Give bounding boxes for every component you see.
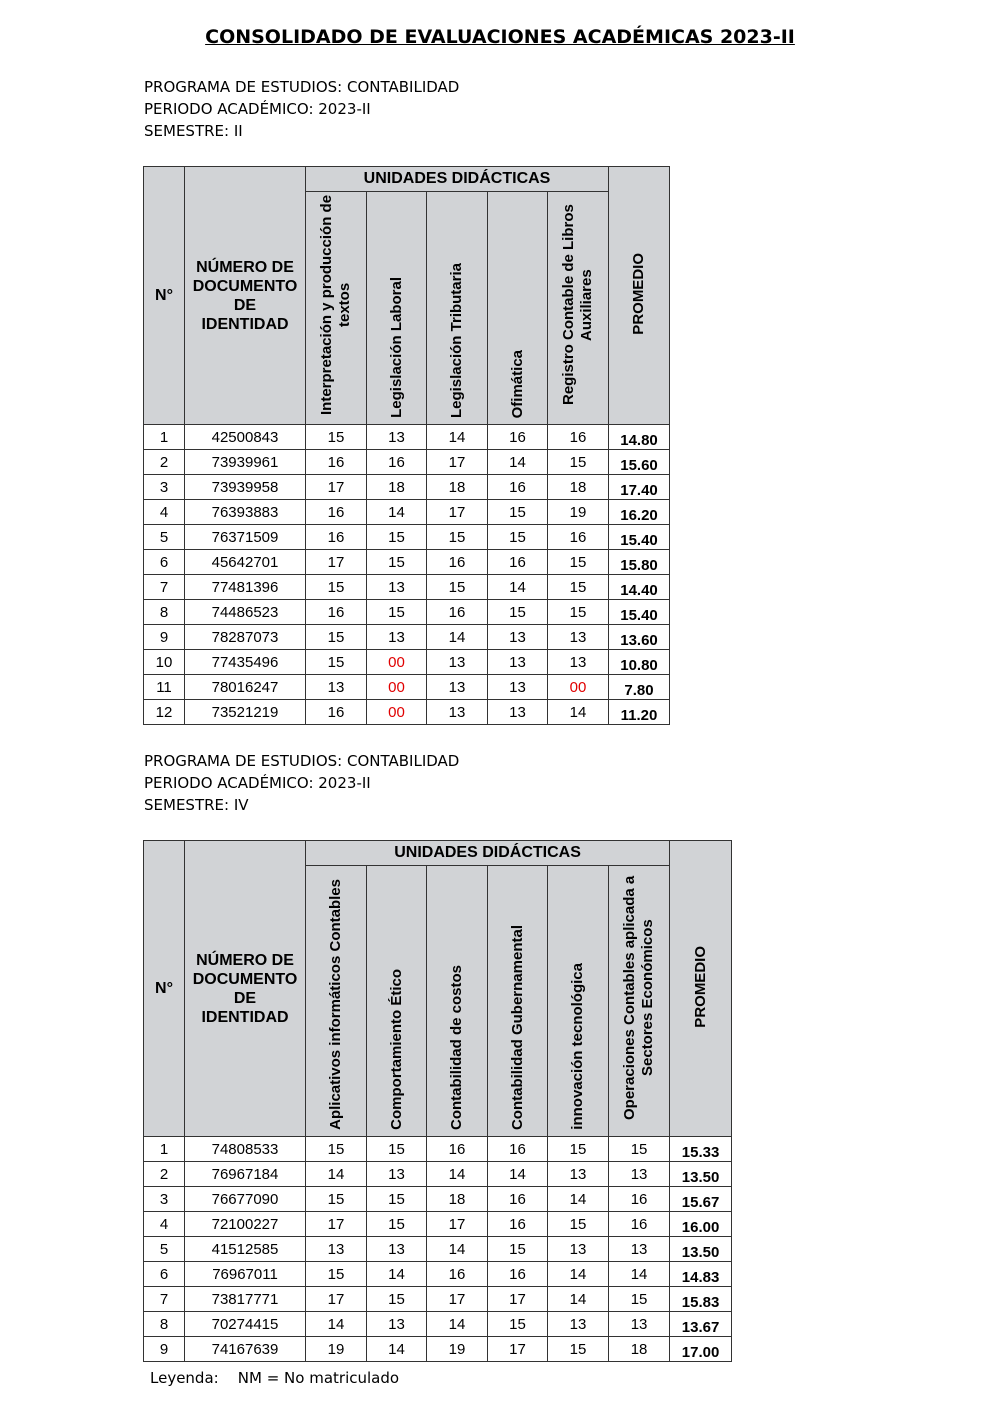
table-row [144, 525, 670, 550]
grade-cell: 18 [427, 475, 488, 500]
grade-cell: 19 [306, 1337, 367, 1362]
grade-cell: 14 [488, 575, 548, 600]
grade-cell: 14 [367, 1262, 427, 1287]
average-cell: 15.40 [609, 600, 670, 625]
document-number: 76393883 [185, 500, 306, 525]
course-header [306, 192, 367, 425]
grade-cell: 15 [306, 650, 367, 675]
grade-cell: 19 [548, 500, 609, 525]
document-number: 72100227 [185, 1212, 306, 1237]
header-average [670, 841, 732, 1137]
grade-cell: 14 [367, 1337, 427, 1362]
grade-cell: 13 [367, 575, 427, 600]
grade-cell: 13 [367, 625, 427, 650]
grade-cell: 13 [548, 1162, 609, 1187]
document-number: 73817771 [185, 1287, 306, 1312]
row-number: 4 [144, 500, 185, 525]
course-name: Contabilidad de costos [448, 964, 465, 1130]
document-number: 74167639 [185, 1337, 306, 1362]
legend [150, 1369, 399, 1387]
grade-cell: 17 [427, 1287, 488, 1312]
average-cell: 14.83 [670, 1262, 732, 1287]
grade-cell: 14 [306, 1162, 367, 1187]
grade-cell: 15 [427, 525, 488, 550]
period-label: PERIODO ACADÉMICO: 2023-II [144, 774, 371, 792]
grade-cell: 15 [548, 600, 609, 625]
document-number: 70274415 [185, 1312, 306, 1337]
document-number: 73939961 [185, 450, 306, 475]
header-units: UNIDADES DIDÁCTICAS [306, 841, 670, 866]
course-name: Aplicativos informáticos Contables [327, 879, 344, 1130]
grade-cell: 16 [306, 525, 367, 550]
table-row [144, 1137, 732, 1162]
grade-cell: 15 [367, 600, 427, 625]
grades-table-semester-iv [143, 840, 732, 1362]
table-row [144, 600, 670, 625]
course-name: Operaciones Contables aplicada a Sectores Económicos [621, 875, 657, 1121]
average-cell: 15.33 [670, 1137, 732, 1162]
course-header [306, 866, 367, 1137]
average-cell: 14.40 [609, 575, 670, 600]
grade-cell: 15 [306, 575, 367, 600]
grade-cell: 14 [427, 1312, 488, 1337]
grade-cell: 14 [548, 1187, 609, 1212]
table-row [144, 1287, 732, 1312]
grade-cell: 16 [488, 1212, 548, 1237]
table-row [144, 1262, 732, 1287]
course-name: Registro Contable de Libros Auxiliares [560, 204, 595, 406]
header-row [144, 167, 670, 192]
grade-cell: 00 [367, 675, 427, 700]
grade-cell: 13 [609, 1237, 670, 1262]
course-name: Interpretación y producción de textos [318, 194, 353, 416]
grade-cell: 15 [488, 600, 548, 625]
course-name: Ofimática [508, 349, 526, 418]
row-number: 3 [144, 1187, 185, 1212]
grade-cell: 17 [488, 1337, 548, 1362]
document-number: 77481396 [185, 575, 306, 600]
document-number: 42500843 [185, 425, 306, 450]
header-document [185, 167, 306, 425]
grade-cell: 16 [609, 1187, 670, 1212]
grade-cell: 13 [306, 675, 367, 700]
course-name: Legislación Laboral [387, 277, 405, 418]
header-average-label: PROMEDIO [630, 252, 648, 335]
table-row [144, 425, 670, 450]
row-number: 12 [144, 700, 185, 725]
document-number: 73521219 [185, 700, 306, 725]
grade-cell: 17 [306, 475, 367, 500]
grade-cell: 15 [367, 525, 427, 550]
grade-cell: 13 [609, 1312, 670, 1337]
table-row [144, 1212, 732, 1237]
grade-cell: 00 [548, 675, 609, 700]
header-number: N° [144, 841, 185, 1137]
average-cell: 13.50 [670, 1162, 732, 1187]
grade-cell: 13 [427, 650, 488, 675]
grade-cell: 14 [548, 1262, 609, 1287]
header-units: UNIDADES DIDÁCTICAS [306, 167, 609, 192]
average-cell: 15.60 [609, 450, 670, 475]
grade-cell: 16 [427, 550, 488, 575]
course-name: Comportamiento Ético [387, 969, 405, 1130]
document-number: 41512585 [185, 1237, 306, 1262]
grade-cell: 14 [367, 500, 427, 525]
semester-label: SEMESTRE: IV [144, 796, 249, 814]
average-cell: 17.40 [609, 475, 670, 500]
grade-cell: 15 [488, 1237, 548, 1262]
grade-cell: 13 [306, 1237, 367, 1262]
grade-cell: 18 [609, 1337, 670, 1362]
document-number: 76677090 [185, 1187, 306, 1212]
document-number: 74486523 [185, 600, 306, 625]
table-row [144, 1312, 732, 1337]
course-name: innovación tecnológica [569, 963, 586, 1130]
program-label: PROGRAMA DE ESTUDIOS: CONTABILIDAD [144, 752, 460, 770]
grade-cell: 13 [488, 700, 548, 725]
grade-cell: 18 [367, 475, 427, 500]
grade-cell: 16 [488, 475, 548, 500]
grade-cell: 16 [427, 600, 488, 625]
course-header [488, 866, 548, 1137]
document-title: CONSOLIDADO DE EVALUACIONES ACADÉMICAS 2023-II [205, 26, 795, 48]
header-average [609, 167, 670, 425]
grade-cell: 17 [306, 1287, 367, 1312]
table-row [144, 475, 670, 500]
grade-cell: 13 [548, 1312, 609, 1337]
grade-cell: 15 [488, 525, 548, 550]
grade-cell: 16 [306, 500, 367, 525]
grade-cell: 14 [488, 1162, 548, 1187]
grade-cell: 14 [427, 625, 488, 650]
row-number: 8 [144, 600, 185, 625]
grade-cell: 15 [367, 1187, 427, 1212]
grade-cell: 14 [427, 425, 488, 450]
table-row [144, 700, 670, 725]
grade-cell: 16 [488, 550, 548, 575]
grade-cell: 13 [427, 700, 488, 725]
grade-cell: 16 [306, 600, 367, 625]
course-header [367, 866, 427, 1137]
grade-cell: 13 [548, 1237, 609, 1262]
grade-cell: 15 [367, 550, 427, 575]
average-cell: 13.60 [609, 625, 670, 650]
grade-cell: 16 [306, 450, 367, 475]
grade-cell: 15 [548, 1337, 609, 1362]
grade-cell: 16 [488, 1187, 548, 1212]
grades-table-semester-ii [143, 166, 670, 725]
legend-label: Leyenda: [150, 1369, 219, 1387]
row-number: 1 [144, 1137, 185, 1162]
course-header [427, 192, 488, 425]
average-cell: 15.83 [670, 1287, 732, 1312]
grade-cell: 14 [548, 1287, 609, 1312]
grade-cell: 18 [427, 1187, 488, 1212]
grade-cell: 15 [488, 1312, 548, 1337]
grade-cell: 13 [548, 625, 609, 650]
table-row [144, 450, 670, 475]
grade-cell: 13 [548, 650, 609, 675]
grade-cell: 16 [609, 1212, 670, 1237]
row-number: 6 [144, 1262, 185, 1287]
table-row [144, 650, 670, 675]
row-number: 2 [144, 1162, 185, 1187]
grade-cell: 16 [488, 1137, 548, 1162]
average-cell: 15.67 [670, 1187, 732, 1212]
header-document-label: NÚMERO DE DOCUMENTO DE IDENTIDAD [192, 258, 298, 333]
grade-cell: 17 [427, 1212, 488, 1237]
row-number: 9 [144, 625, 185, 650]
row-number: 6 [144, 550, 185, 575]
average-cell: 17.00 [670, 1337, 732, 1362]
program-label: PROGRAMA DE ESTUDIOS: CONTABILIDAD [144, 78, 460, 96]
grade-cell: 13 [367, 425, 427, 450]
grade-cell: 17 [427, 450, 488, 475]
row-number: 5 [144, 1237, 185, 1262]
grade-cell: 13 [488, 675, 548, 700]
grade-cell: 13 [488, 650, 548, 675]
grade-cell: 14 [488, 450, 548, 475]
grade-cell: 15 [427, 575, 488, 600]
row-number: 10 [144, 650, 185, 675]
average-cell: 15.80 [609, 550, 670, 575]
grade-cell: 16 [548, 425, 609, 450]
course-header [609, 866, 670, 1137]
row-number: 11 [144, 675, 185, 700]
average-cell: 13.67 [670, 1312, 732, 1337]
grade-cell: 14 [609, 1262, 670, 1287]
grade-cell: 17 [306, 1212, 367, 1237]
header-average-label: PROMEDIO [691, 945, 709, 1028]
grade-cell: 15 [548, 1212, 609, 1237]
header-document [185, 841, 306, 1137]
section1-info [144, 76, 459, 142]
course-header [488, 192, 548, 425]
row-number: 7 [144, 575, 185, 600]
grade-cell: 15 [367, 1212, 427, 1237]
grade-cell: 16 [427, 1137, 488, 1162]
grade-cell: 17 [488, 1287, 548, 1312]
table-row [144, 1237, 732, 1262]
row-number: 1 [144, 425, 185, 450]
document-number: 73939958 [185, 475, 306, 500]
header-document-label: NÚMERO DE DOCUMENTO DE IDENTIDAD [192, 951, 298, 1026]
grade-cell: 13 [488, 625, 548, 650]
row-number: 3 [144, 475, 185, 500]
average-cell: 11.20 [609, 700, 670, 725]
average-cell: 7.80 [609, 675, 670, 700]
semester-label: SEMESTRE: II [144, 122, 243, 140]
header-row [144, 841, 732, 866]
grade-cell: 00 [367, 700, 427, 725]
grade-cell: 14 [427, 1237, 488, 1262]
grade-cell: 15 [306, 1262, 367, 1287]
grade-cell: 19 [427, 1337, 488, 1362]
grade-cell: 16 [488, 1262, 548, 1287]
average-cell: 15.40 [609, 525, 670, 550]
grade-cell: 17 [306, 550, 367, 575]
table-row [144, 1162, 732, 1187]
grade-cell: 16 [427, 1262, 488, 1287]
row-number: 9 [144, 1337, 185, 1362]
grade-cell: 15 [548, 575, 609, 600]
grade-cell: 15 [306, 1137, 367, 1162]
grade-cell: 15 [548, 450, 609, 475]
course-header [427, 866, 488, 1137]
document-number: 77435496 [185, 650, 306, 675]
row-number: 8 [144, 1312, 185, 1337]
table-row [144, 550, 670, 575]
grade-cell: 15 [548, 1137, 609, 1162]
section2-info [144, 750, 459, 816]
grade-cell: 16 [367, 450, 427, 475]
grade-cell: 15 [367, 1287, 427, 1312]
table-row [144, 625, 670, 650]
legend-text: NM = No matriculado [237, 1369, 400, 1387]
grade-cell: 15 [609, 1137, 670, 1162]
grade-cell: 18 [548, 475, 609, 500]
grade-cell: 14 [548, 700, 609, 725]
average-cell: 13.50 [670, 1237, 732, 1262]
grade-cell: 16 [488, 425, 548, 450]
table-row [144, 675, 670, 700]
grade-cell: 14 [427, 1162, 488, 1187]
grade-cell: 14 [306, 1312, 367, 1337]
document-number: 76371509 [185, 525, 306, 550]
row-number: 2 [144, 450, 185, 475]
grade-cell: 13 [609, 1162, 670, 1187]
row-number: 5 [144, 525, 185, 550]
grade-cell: 13 [427, 675, 488, 700]
grade-cell: 15 [488, 500, 548, 525]
grade-cell: 15 [548, 550, 609, 575]
grade-cell: 13 [367, 1162, 427, 1187]
grade-cell: 17 [427, 500, 488, 525]
document-number: 78287073 [185, 625, 306, 650]
grade-cell: 15 [306, 425, 367, 450]
grade-cell: 00 [367, 650, 427, 675]
grade-cell: 15 [306, 625, 367, 650]
course-header [367, 192, 427, 425]
grade-cell: 15 [306, 1187, 367, 1212]
row-number: 7 [144, 1287, 185, 1312]
grade-cell: 13 [367, 1312, 427, 1337]
course-name: Contabilidad Gubernamental [508, 924, 526, 1130]
grade-cell: 15 [609, 1287, 670, 1312]
header-number: N° [144, 167, 185, 425]
grade-cell: 15 [367, 1137, 427, 1162]
average-cell: 16.20 [609, 500, 670, 525]
table-row [144, 575, 670, 600]
course-header [548, 866, 609, 1137]
grade-cell: 16 [306, 700, 367, 725]
document-number: 76967184 [185, 1162, 306, 1187]
grade-cell: 16 [548, 525, 609, 550]
document-number: 76967011 [185, 1262, 306, 1287]
period-label: PERIODO ACADÉMICO: 2023-II [144, 100, 371, 118]
table-row [144, 1187, 732, 1212]
table-row [144, 1337, 732, 1362]
grade-cell: 13 [367, 1237, 427, 1262]
row-number: 4 [144, 1212, 185, 1237]
average-cell: 10.80 [609, 650, 670, 675]
document-number: 45642701 [185, 550, 306, 575]
course-name: Legislación Tributaria [448, 262, 465, 418]
average-cell: 14.80 [609, 425, 670, 450]
average-cell: 16.00 [670, 1212, 732, 1237]
document-number: 74808533 [185, 1137, 306, 1162]
table-row [144, 500, 670, 525]
course-header [548, 192, 609, 425]
document-number: 78016247 [185, 675, 306, 700]
